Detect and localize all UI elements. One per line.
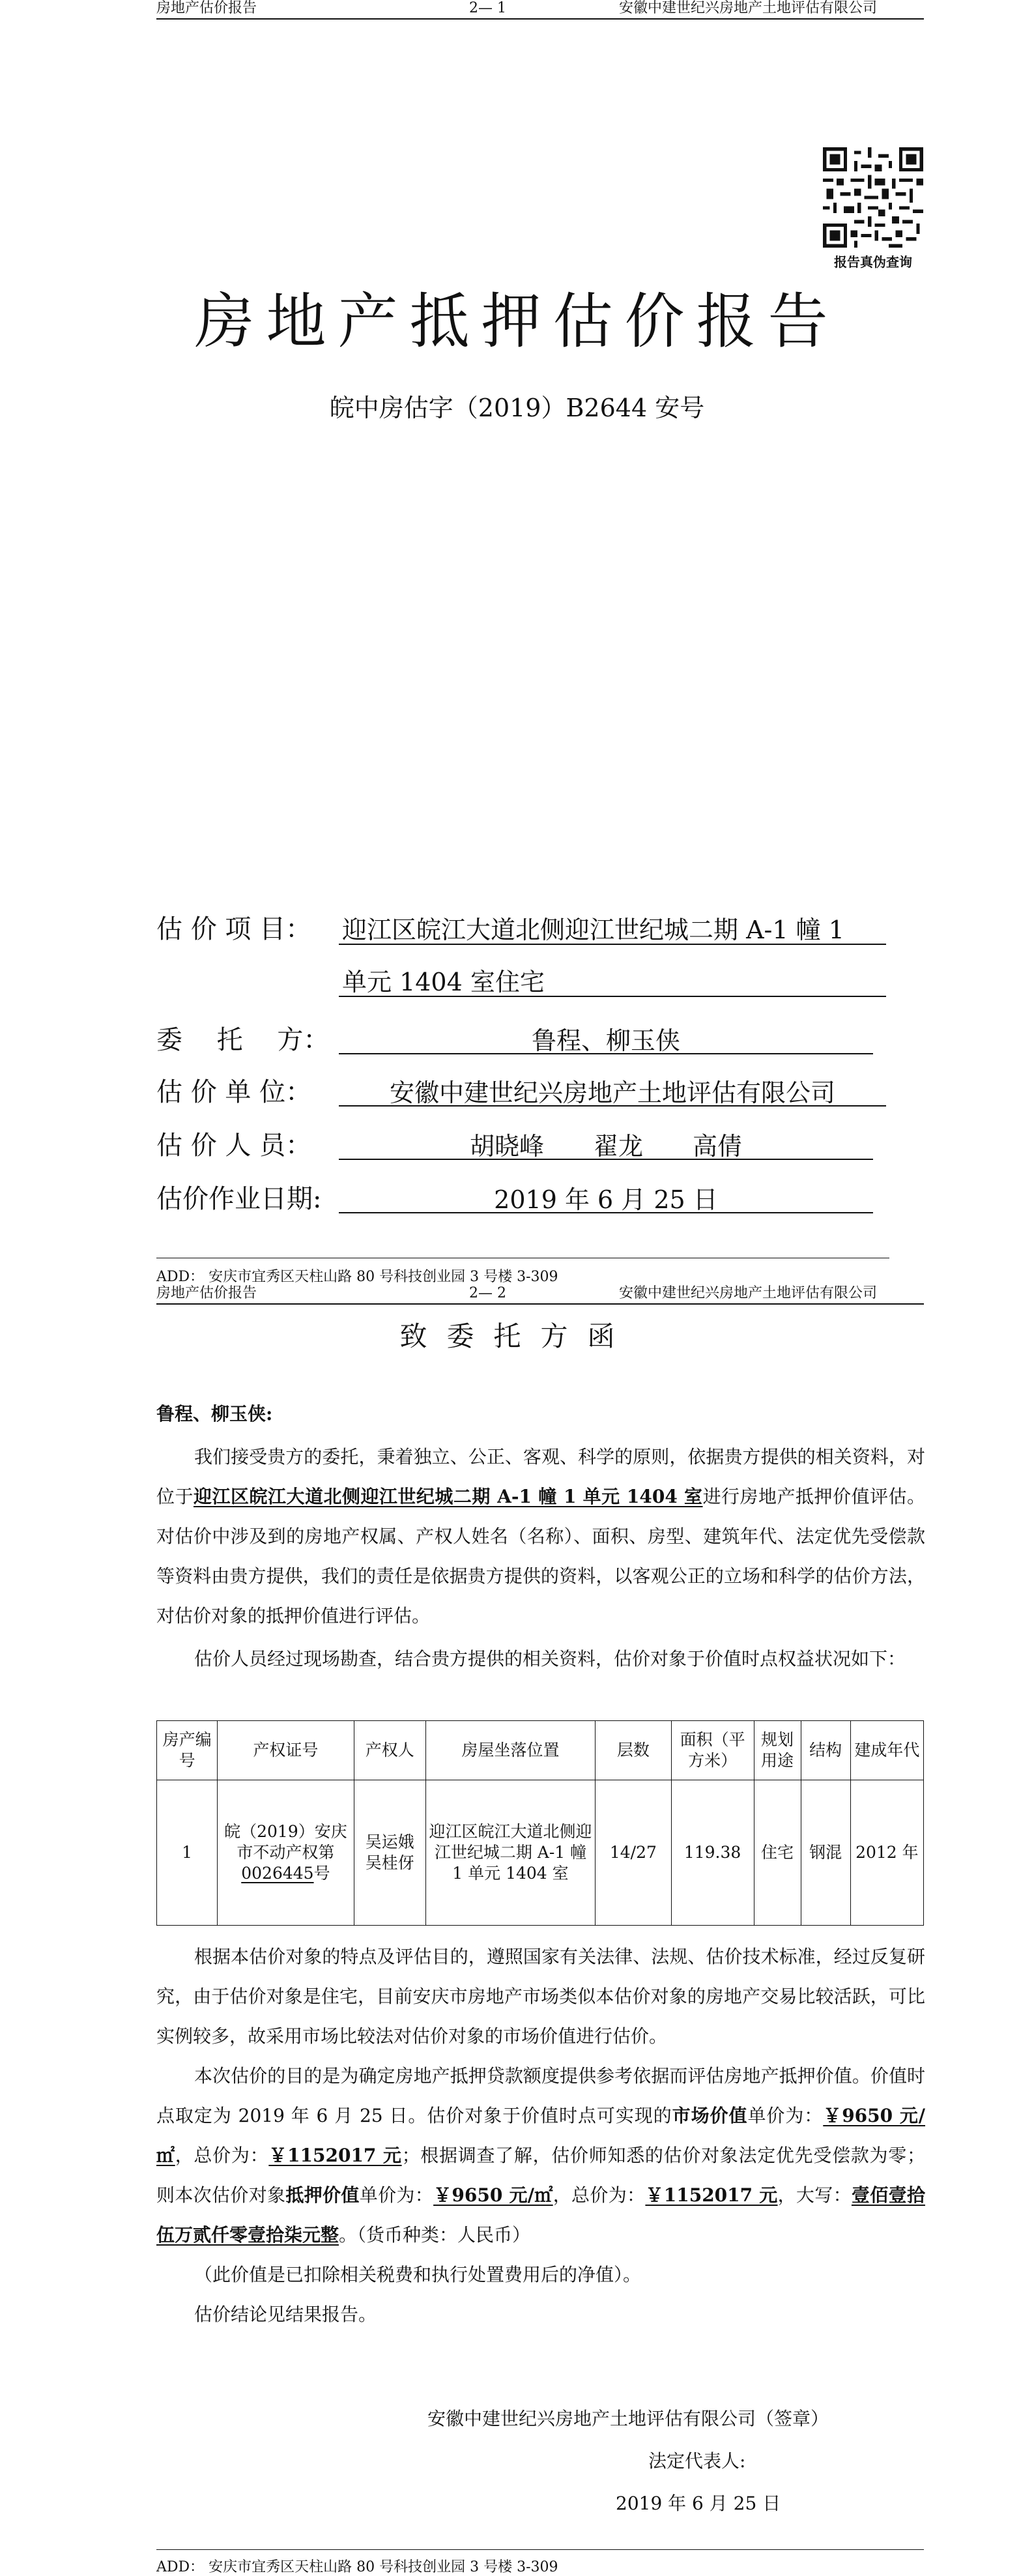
header-left: 房地产估价报告 [156, 1285, 257, 1301]
col-header: 规划用途 [754, 1721, 801, 1780]
date-label: 估价作业日期: [156, 1184, 322, 1214]
cell-use: 住宅 [754, 1780, 801, 1926]
org-underline [339, 1105, 886, 1107]
org-label: 估 价 单 位： [156, 1077, 312, 1107]
project-label: 估 价 项 目： [156, 914, 312, 944]
paragraph-net-note: （此价值是已扣除相关税费和执行处置费用后的净值）。 [194, 2264, 642, 2285]
cell-floors: 14/27 [596, 1780, 671, 1926]
cell-location: 迎江区皖江大道北侧迎江世纪城二期 A-1 幢 1 单元 1404 室 [425, 1780, 595, 1926]
date-value: 2019 年 6 月 25 日 [494, 1185, 718, 1214]
qr-caption: 报告真伪查询 [834, 254, 912, 270]
letter-title: 致委托方函 [399, 1320, 635, 1352]
col-header: 房产编号 [157, 1721, 218, 1780]
qr-code-icon [823, 147, 923, 248]
staff-label: 估 价 人 员： [156, 1131, 312, 1161]
header-page-number: 2— 1 [469, 0, 506, 16]
table-row [157, 1780, 924, 1926]
footer-address: ADD： 安庆市宜秀区天柱山路 80 号科技创业园 3 号楼 3-309 [156, 2559, 558, 2575]
property-address: 迎江区皖江大道北侧迎江世纪城二期 A-1 幢 1 单元 1404 室 [194, 1486, 703, 1507]
paragraph-survey: 估价人员经过现场勘查，结合贵方提供的相关资料，估价对象于价值时点权益状况如下： [194, 1648, 906, 1670]
table-header-row [157, 1721, 924, 1780]
cell-year: 2012 年 [850, 1780, 923, 1926]
client-label: 委 托 方： [156, 1025, 330, 1055]
paragraph-intro: 我们接受贵方的委托，秉着独立、公正、客观、科学的原则，依据贵方提供的相关资料，对位于迎江区皖江大道北侧迎江世纪城二期 A-1 幢 1 单元 1404 室进行房地产抵押价值评估。对估价中涉及到的房地产权属、产权人姓名（名称）、面积、房型、建筑年代、法定优先受偿款等资料由贵方提供，我们的责任是依据贵方提供的资料，以客观公正的立场和科学的估价方法，对估价对象的抵押价值进行评估。 [156, 1446, 925, 1627]
org-value: 安徽中建世纪兴房地产土地评估有限公司 [389, 1078, 835, 1107]
staff-underline [339, 1159, 873, 1160]
cell-structure: 钢混 [801, 1780, 850, 1926]
col-header: 面积（平方米） [671, 1721, 754, 1780]
signature-company: 安徽中建世纪兴房地产土地评估有限公司（签章） [427, 2408, 829, 2429]
col-header: 建成年代 [850, 1721, 923, 1780]
footer-address: ADD： 安庆市宜秀区天柱山路 80 号科技创业园 3 号楼 3-309 [156, 1269, 558, 1285]
staff-value: 胡晓峰 翟龙 高倩 [469, 1132, 742, 1161]
project-value-line1: 迎江区皖江大道北侧迎江世纪城二期 A-1 幢 1 [342, 916, 844, 944]
total-in-words: 壹佰壹拾伍万贰仟零壹拾柒元整 [156, 2184, 925, 2246]
col-header: 房屋坐落位置 [425, 1721, 595, 1780]
report-title: 房地产抵押估价报告 [194, 287, 840, 356]
date-underline [339, 1212, 873, 1213]
signature-representative: 法定代表人: [648, 2450, 746, 2472]
header-left: 房地产估价报告 [156, 0, 257, 16]
header-right: 安徽中建世纪兴房地产土地评估有限公司 [619, 0, 878, 16]
mortgage-total-price: ￥1152017 元 [645, 2184, 778, 2206]
mortgage-unit-price: ￥9650 元/㎡ [433, 2184, 553, 2206]
market-total-price: ￥1152017 元 [268, 2145, 402, 2166]
property-table [156, 1720, 924, 1926]
cell-owner: 吴运娥 吴桂伢 [354, 1780, 425, 1926]
paragraph-value: 本次估价的目的是为确定房地产抵押贷款额度提供参考依据而评估房地产抵押价值。价值时点取定为 2019 年 6 月 25 日。估价对象于价值时点可实现的市场价值单价为：￥9650 元/㎡，总价为：￥1152017 元；根据调查了解，估价师知悉的估价对象法定优先受偿款为零；则本次估价对象抵押价值单价为：￥9650 元/㎡，总价为：￥1152017 元，大写：壹佰壹拾伍万贰仟零壹拾柒元整。（货币种类：人民币） [156, 2065, 925, 2246]
header-page-number: 2— 2 [469, 1285, 506, 1301]
col-header: 结构 [801, 1721, 850, 1780]
header-rule [156, 18, 924, 20]
market-unit-price: ￥9650 元/㎡ [156, 2105, 925, 2166]
paragraph-method: 根据本估价对象的特点及评估目的，遵照国家有关法律、法规、估价技术标准，经过反复研究，由于估价对象是住宅，目前安庆市房地产市场类似本估价对象的房地产交易比较活跃，可比实例较多，故采用市场比较法对估价对象的市场价值进行估价。 [156, 1946, 925, 2047]
client-value: 鲁程、柳玉侠 [531, 1026, 680, 1055]
col-header: 层数 [596, 1721, 671, 1780]
project-underline-1 [339, 944, 886, 945]
col-header: 产权人 [354, 1721, 425, 1780]
cell-no: 1 [157, 1780, 218, 1926]
client-underline [339, 1053, 873, 1054]
report-number: 皖中房估字（2019）B2644 安号 [329, 394, 705, 422]
header-right: 安徽中建世纪兴房地产土地评估有限公司 [619, 1285, 878, 1301]
footer-rule [156, 2549, 924, 2550]
project-underline-2 [339, 996, 886, 997]
paragraph-conclusion: 估价结论见结果报告。 [194, 2304, 377, 2325]
cell-cert: 皖（2019）安庆市不动产权第0026445号 [218, 1780, 354, 1926]
greeting: 鲁程、柳玉侠: [156, 1403, 273, 1425]
project-value-line2: 单元 1404 室住宅 [342, 968, 545, 996]
header-rule [156, 1303, 924, 1305]
cell-area: 119.38 [671, 1780, 754, 1926]
col-header: 产权证号 [218, 1721, 354, 1780]
signature-date: 2019 年 6 月 25 日 [616, 2493, 781, 2514]
